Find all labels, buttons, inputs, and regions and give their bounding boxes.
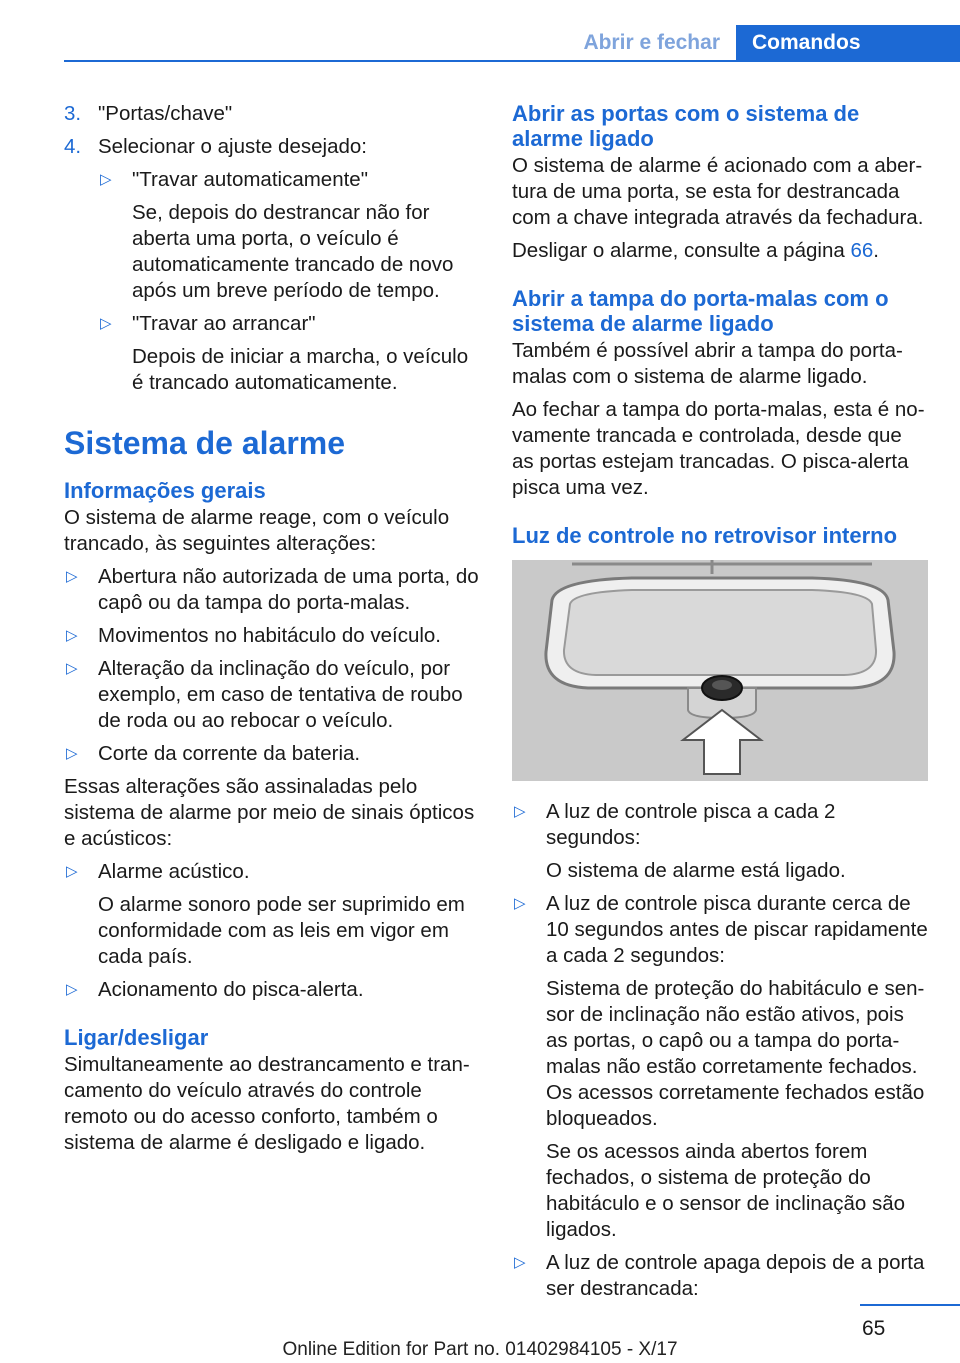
change-text: Abertura não autorizada de uma porta, do capô ou da tampa do porta-malas. — [98, 565, 479, 614]
doors-heading: Abrir as portas com o sistema de alarme ligado — [512, 101, 860, 151]
signal-desc: O alarme sonoro pode ser suprimido em conformidade com as leis em vigor em cada país. — [98, 893, 465, 968]
triangle-bullet-icon: ▷ — [66, 863, 78, 880]
mirror-illustration — [512, 560, 928, 781]
indicator-title: A luz de controle pisca a cada 2 segundos: — [546, 800, 836, 849]
triangle-bullet-icon: ▷ — [66, 660, 78, 677]
triangle-bullet-icon: ▷ — [66, 627, 78, 644]
option-desc: Depois de iniciar a marcha, o veículo é trancado automaticamente. — [132, 345, 469, 394]
step-item — [64, 134, 484, 396]
alarm-off-suffix: . — [873, 239, 879, 262]
option-item — [98, 167, 484, 304]
triangle-bullet-icon: ▷ — [514, 895, 526, 912]
triangle-bullet-icon: ▷ — [66, 568, 78, 585]
option-item — [98, 311, 484, 396]
triangle-bullet-icon: ▷ — [514, 1254, 526, 1271]
signal-item — [64, 977, 484, 1003]
step-number: 3. — [64, 102, 82, 125]
left-column — [64, 101, 484, 1163]
footer-rule — [860, 1304, 960, 1306]
alarm-off-ref — [512, 238, 928, 264]
onoff-heading: Ligar/desligar — [64, 1025, 209, 1050]
general-heading: Informações gerais — [64, 478, 266, 503]
step-number: 4. — [64, 135, 82, 158]
trunk-text-1: Também é possível abrir a tampa do porta-malas com o sistema de alarme ligado. — [512, 339, 903, 388]
change-item — [64, 656, 484, 734]
indicator-para: Sistema de proteção do habitáculo e sensor de inclinação não estão ativos, pois as portas, o capô ou a tampa do porta-malas não estão corretamente fechados. Os acessos corretamente fechados estão bloqueados. — [546, 977, 925, 1130]
edition-line: Online Edition for Part no. 01402984105 - X/17 — [282, 1339, 678, 1360]
onoff-text: Simultaneamente ao destrancamento e trancamento do veículo através do controle remoto ou do acesso conforto, também o sistema de alarme é desligado e ligado. — [64, 1053, 470, 1154]
header-rule — [64, 60, 960, 62]
change-text: Movimentos no habitáculo do veículo. — [98, 624, 442, 647]
trunk-heading: Abrir a tampa do porta-malas com o sistema de alarme ligado — [512, 286, 889, 336]
indicator-heading: Luz de controle no retrovisor interno — [512, 523, 898, 548]
triangle-bullet-icon: ▷ — [66, 745, 78, 762]
trunk-text-2: Ao fechar a tampa do porta-malas, esta é novamente trancada e controlada, desde que as portas estejam trancadas. O pisca-alerta pisca uma vez. — [512, 398, 925, 499]
indicator-item — [512, 799, 928, 884]
signal-title: Alarme acústico. — [98, 860, 250, 883]
option-title: "Travar ao arrancar" — [132, 312, 316, 335]
chapter-tab: Comandos — [736, 25, 960, 61]
indicator-item — [512, 1250, 928, 1302]
change-text: Alteração da inclinação do veículo, por exemplo, em caso de tentativa de roubo de roda ou ao rebocar o veículo. — [98, 657, 463, 732]
signal-item — [64, 859, 484, 970]
alarm-off-text: Desligar o alarme, consulte a página — [512, 239, 851, 262]
option-title: "Travar automaticamente" — [132, 168, 368, 191]
indicator-item — [512, 891, 928, 1243]
indicator-title: A luz de controle apaga depois de a porta ser destrancada: — [546, 1251, 925, 1300]
triangle-bullet-icon: ▷ — [514, 803, 526, 820]
step-item — [64, 101, 484, 127]
right-column — [512, 101, 928, 1309]
indicator-title: A luz de controle pisca durante cerca de 10 segundos antes de piscar rapidamente a cada 2 segundos: — [546, 892, 928, 967]
indicator-para: O sistema de alarme está ligado. — [546, 859, 846, 882]
doors-text: O sistema de alarme é acionado com a abertura de uma porta, se esta for destrancada com a chave integrada através da fechadura. — [512, 154, 924, 229]
section-title: Sistema de alarme — [64, 425, 346, 461]
general-intro: O sistema de alarme reage, com o veículo trancado, às seguintes alterações: — [64, 506, 450, 555]
indicator-para: Se os acessos ainda abertos forem fechados, o sistema de proteção do habitáculo e o sensor de inclinação são ligados. — [546, 1140, 905, 1241]
option-desc: Se, depois do destrancar não for aberta uma porta, o veículo é automaticamente trancado de novo após um breve período de tempo. — [132, 201, 454, 302]
signal-title: Acionamento do pisca-alerta. — [98, 978, 364, 1001]
triangle-bullet-icon: ▷ — [100, 171, 112, 188]
step-text: Selecionar o ajuste desejado: — [98, 135, 367, 158]
signals-intro: Essas alterações são assinaladas pelo sistema de alarme por meio de sinais ópticos e acústicos: — [64, 775, 475, 850]
triangle-bullet-icon: ▷ — [66, 981, 78, 998]
page-link[interactable]: 66 — [850, 239, 874, 262]
change-item — [64, 741, 484, 767]
step-text: "Portas/chave" — [98, 102, 233, 125]
change-text: Corte da corrente da bateria. — [98, 742, 361, 765]
triangle-bullet-icon: ▷ — [100, 315, 112, 332]
page-number: 65 — [862, 1317, 886, 1340]
section-tab: Abrir e fechar — [583, 31, 720, 54]
change-item — [64, 623, 484, 649]
change-item — [64, 564, 484, 616]
